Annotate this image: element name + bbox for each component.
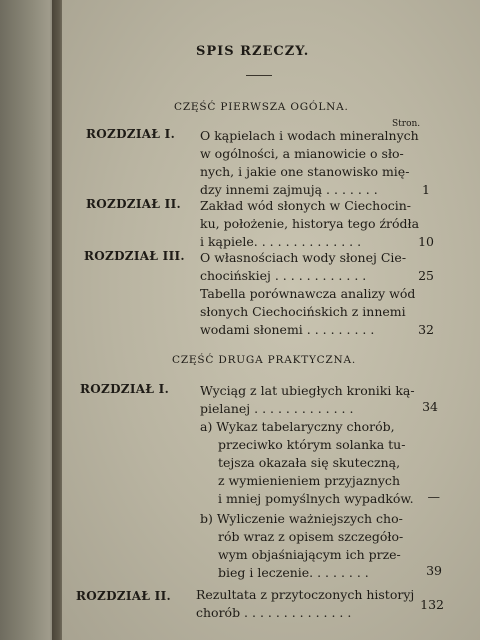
page-number: 1 xyxy=(422,182,430,197)
entry-line: dzy innemi zajmują . . . . . . . xyxy=(200,182,378,197)
entry-line: przeciwko którym solanka tu- xyxy=(218,437,406,452)
entry-line: z wymienieniem przyjaznych xyxy=(218,473,400,488)
entry-line: wodami słonemi . . . . . . . . . xyxy=(200,322,375,337)
entry-line: O własnościach wody słonej Cie- xyxy=(200,250,407,265)
entry-line: Tabella porównawcza analizy wód xyxy=(200,286,416,301)
entry-line: Rezultata z przytoczonych historyj xyxy=(196,587,415,602)
entry-line: słonych Ciechocińskich z innemi xyxy=(200,304,406,319)
entry-line: wym objaśniającym ich prze- xyxy=(218,547,401,562)
entry-line: b) Wyliczenie ważniejszych cho- xyxy=(200,511,403,526)
chapter-label: ROZDZIAŁ III. xyxy=(84,249,185,263)
entry-line: Wyciąg z lat ubiegłych kroniki ką- xyxy=(200,383,415,398)
page-title: SPIS RZECZY. xyxy=(196,44,310,59)
page-number: 32 xyxy=(418,322,434,337)
entry-line: nych, i jakie one stanowisko mię- xyxy=(200,164,410,179)
facing-page-edge xyxy=(0,0,58,640)
chapter-label: ROZDZIAŁ II. xyxy=(76,589,171,603)
page-number: — xyxy=(427,489,440,504)
entry-line: Zakład wód słonych w Ciechocin- xyxy=(200,198,412,213)
entry-line: bieg i leczenie. . . . . . . . xyxy=(218,565,369,580)
page-number: 25 xyxy=(418,268,434,283)
entry-line: i mniej pomyślnych wypadków. xyxy=(218,491,414,506)
page-number: 10 xyxy=(418,234,434,249)
part1-heading: CZĘŚĆ PIERWSZA OGÓLNA. xyxy=(174,101,349,113)
entry-line: tejsza okazała się skuteczną, xyxy=(218,455,401,470)
part2-heading: CZĘŚĆ DRUGA PRAKTYCZNA. xyxy=(172,354,357,366)
page-number: 39 xyxy=(426,563,442,578)
page-column-header: Stron. xyxy=(392,119,421,129)
entry-line: ku, położenie, historya tego źródła xyxy=(200,216,420,231)
chapter-label: ROZDZIAŁ I. xyxy=(86,127,176,141)
entry-line: pielanej . . . . . . . . . . . . . xyxy=(200,401,354,416)
entry-line: rób wraz z opisem szczegóło- xyxy=(218,529,404,544)
entry-line: chocińskiej . . . . . . . . . . . . xyxy=(200,268,367,283)
entry-line: chorób . . . . . . . . . . . . . . xyxy=(196,605,352,620)
title-rule xyxy=(246,75,272,76)
chapter-label: ROZDZIAŁ II. xyxy=(86,197,181,211)
chapter-label: ROZDZIAŁ I. xyxy=(80,382,170,396)
page-number: 34 xyxy=(422,399,438,414)
entry-line: w ogólności, a mianowicie o sło- xyxy=(200,146,404,161)
entry-line: O kąpielach i wodach mineralnych xyxy=(200,128,419,143)
entry-line: i kąpiele. . . . . . . . . . . . . . xyxy=(200,234,362,249)
page-number: 132 xyxy=(420,597,444,612)
entry-line: a) Wykaz tabelaryczny chorób, xyxy=(200,419,395,434)
